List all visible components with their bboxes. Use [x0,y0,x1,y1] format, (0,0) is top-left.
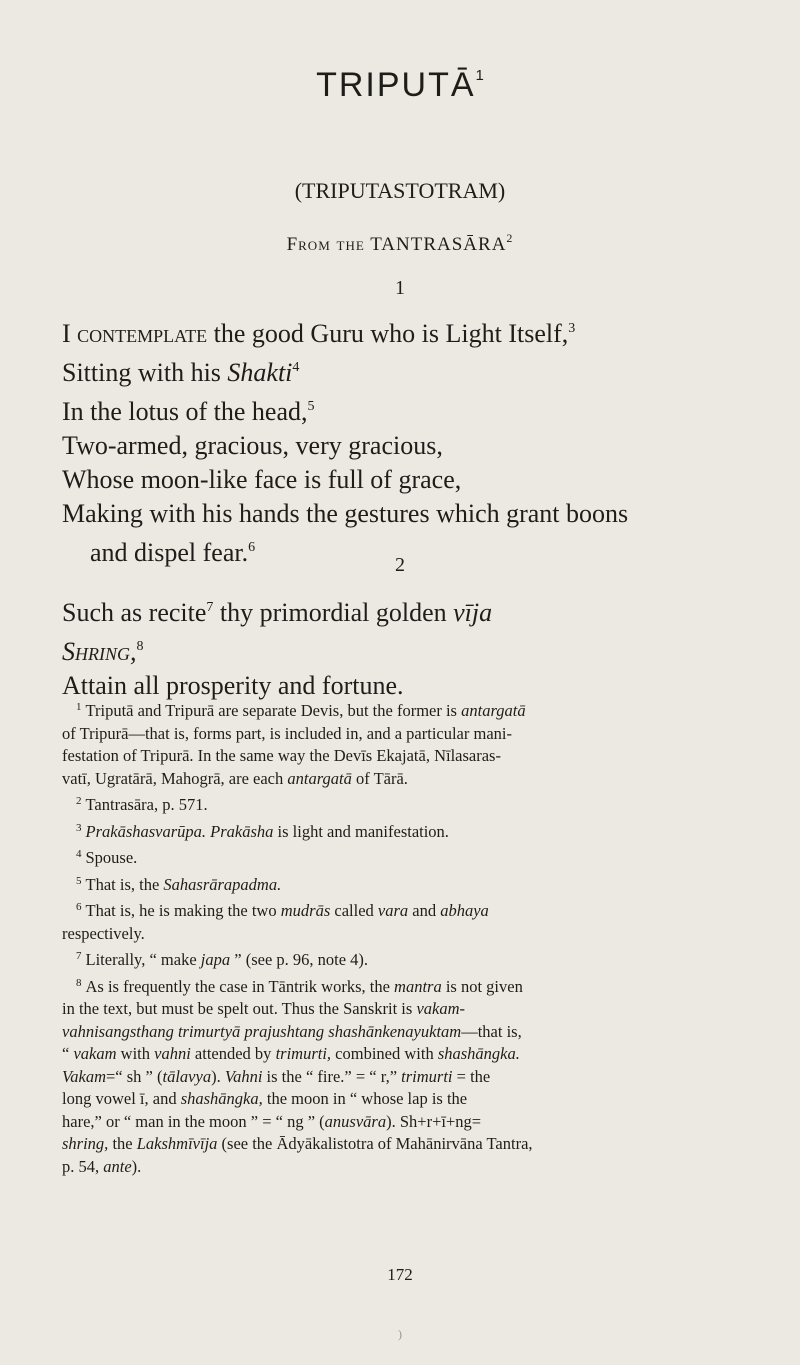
footnote-6: $^6$ That is, he is making the two mudrās called vara and abhaya [76,901,489,920]
footnote-4: $^4$ Spouse. [76,848,138,867]
verse-line: Attain all prosperity and fortune. [62,671,404,700]
footnote-5: $^5$ That is, the Sahasrārapadma. [76,874,282,894]
footnote-3: $^3$ Prakāshasvarūpa. Prakāsha is light and manifestation. [76,821,449,841]
verse-line: I contemplate the good Guru who is Light Itself,$^3$ [62,319,576,348]
source-footnote-mark: 2 [506,231,514,245]
title-footnote-mark: 1 [475,67,484,84]
verse-line: Whose moon-like face is full of grace, [62,465,462,494]
footnotes: $^1$ Triputā and Tripurā are separate Devis, but the former is antargatā of Tripurā—that is, forms part, is included in, and a particular mani- festation of Tripurā. In the same way the Devīs Ekajatā, Nīlasaras- vatī, Ugratārā, Mahogrā, are each antargatā of Tārā. $^2$ Tantrasāra, p. 571. $^3$ Prakāshasvarūpa. Prakāsha is light and manifestation. $^4$ Spouse. $^5$ That is, the Sahasrārapadma. $^6$ That is, he is making the two mudrās called vara and abhaya respectively. $^7$ Literally, “ make japa ” (see p. 96, note 4). $^8$ As is frequently the case in Tāntrik works, the mantra is not given in the text, but must be spelt out. Thus the Sanskrit is vakam- vahnisangsthang trimurtyā prajushtang shashānkenayuktam—that is, “ vakam with vahni attended by trimurti, combined with shashāngka. Vakam=“ sh ” (tālavya). Vahni is the “ fire.” = “ r,” trimurti = the long vowel ī, and shashāngka, the moon in “ whose lap is the hare,” or “ man in the moon ” = “ ng ” (anusvāra). Sh+r+ī+ng= shring, the Lakshmīvīja (see the Ādyākalistotra of Mahānirvāna Tantra, p. 54, ante). [62,696,740,1178]
verse-line: Such as recite$^7$ thy primordial golden vīja [62,598,493,627]
footnote-8: $^8$ As is frequently the case in Tāntrik works, the mantra is not given [76,976,523,996]
page-title [0,66,800,105]
verse-line: Sitting with his Shakti$^4$ [62,358,300,387]
verse-lead: I contemplate [62,319,208,348]
verse-line: and dispel fear.$^6$ [90,538,256,567]
source-name: TANTRASĀRA [370,234,507,255]
verse-block-2 [62,591,492,703]
verse-number-1: 1 [395,277,405,299]
footnote-2: $^2$ Tantrasāra, p. 571. [76,795,208,814]
footnote-7: $^7$ Literally, “ make japa ” (see p. 96, note 4). [76,950,369,969]
page-number: 172 [387,1265,413,1284]
verse-line: Two-armed, gracious, very gracious, [62,431,443,460]
title-text: TRIPUTĀ [316,66,476,104]
subtitle: (TRIPUTASTOTRAM) [294,178,506,203]
verse-line: In the lotus of the head,$^5$ [62,397,315,426]
verse-number-2: 2 [395,554,405,576]
verse-block-1 [62,312,628,570]
source-prefix: From the [286,234,365,255]
verse-line: Making with his hands the gestures which grant boons [62,499,629,528]
source-line [0,231,800,256]
footnote-1: $^1$ Triputā and Tripurā are separate Devis, but the former is antargatā [76,701,526,720]
verse-line: Shring,$^8$ [62,637,144,666]
bottom-mark: ) [398,1327,402,1341]
